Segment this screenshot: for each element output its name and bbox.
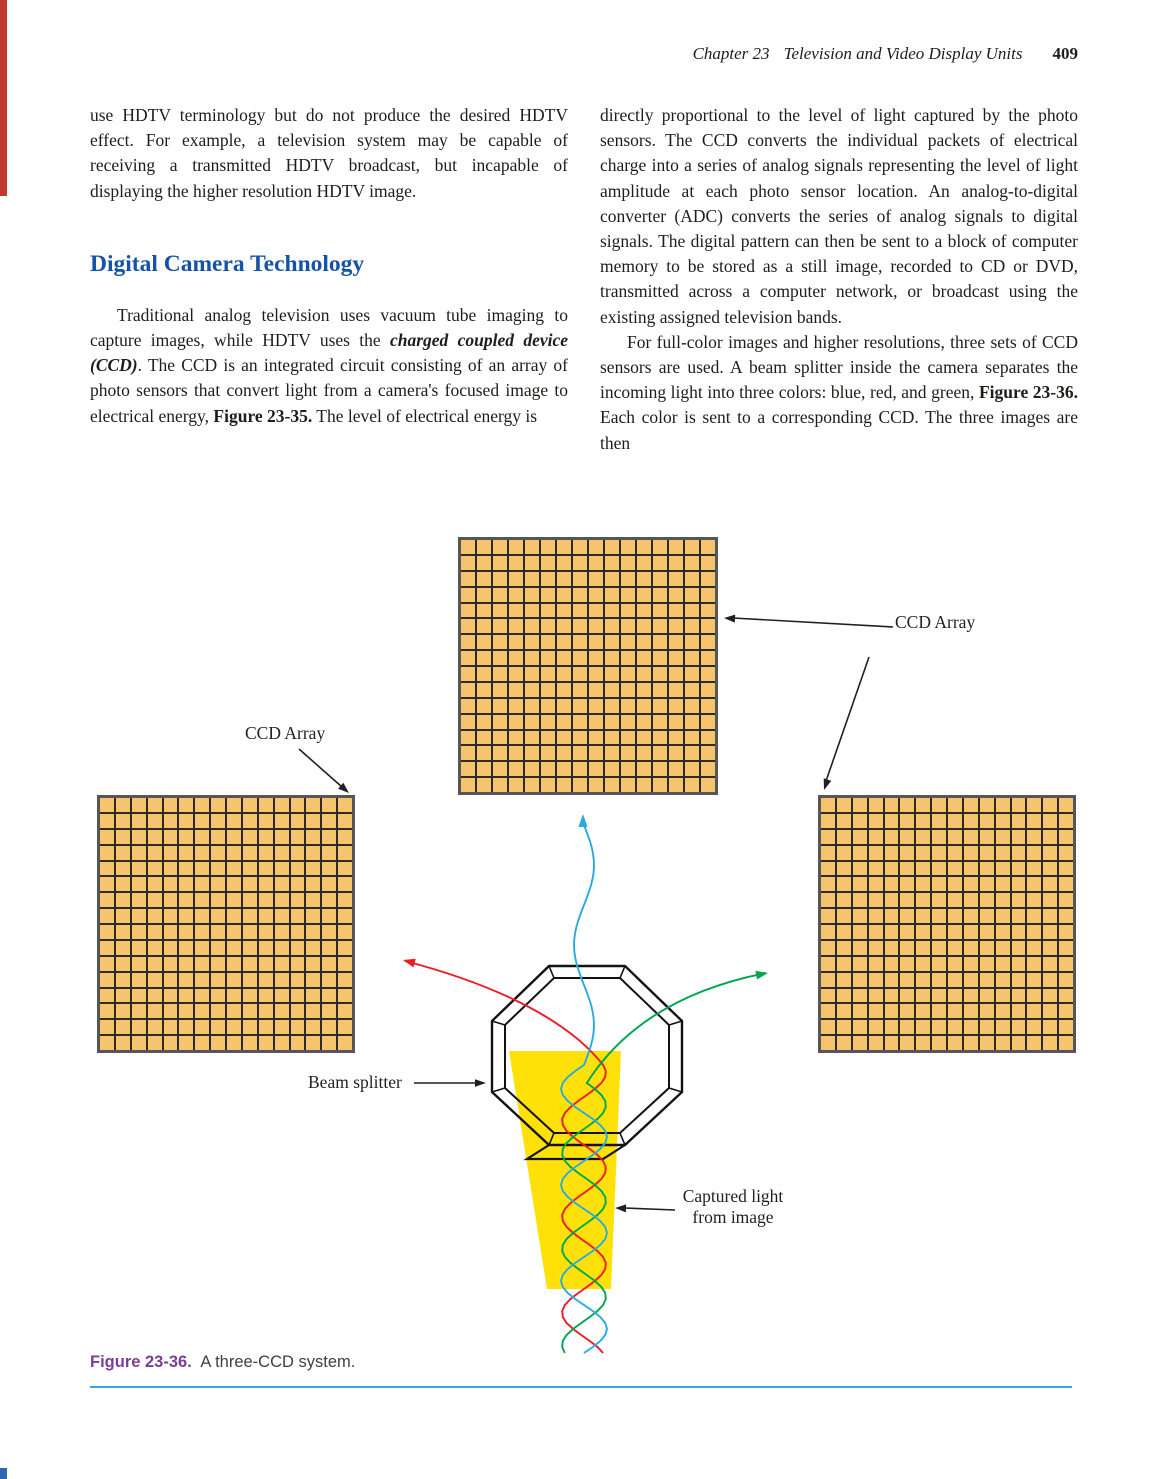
ray-green-arrowhead [755,971,768,980]
chapter-title: Television and Video Display Units [783,44,1023,63]
right-column [600,103,1078,456]
ccd-grid-right [818,795,1076,1053]
page-number: 409 [1052,44,1078,63]
label-captured-light [660,1186,806,1228]
left-column [90,103,568,429]
ray-blue-arrowhead [578,814,587,827]
paragraph: For full-color images and higher resolutions, three sets of CCD sensors are used. A beam splitter inside the camera separates the incoming light into three colors: blue, red, and green, Figure 23-36. Each color is sent to a corresponding CCD. The three images are then [600,331,1078,453]
beam-splitter-octagon [492,966,682,1159]
label-captured-light-line1: Captured light [682,1186,784,1206]
ray-red [405,961,606,1353]
paragraph: use HDTV terminology but do not produce the desired HDTV effect. For example, a television system may be capable of receiving a transmitted HDTV broadcast, but incapable of displaying the higher resolution HDTV image. [90,105,568,201]
caption-text: A three-CCD system. [200,1353,356,1371]
label-ccd-array-left: CCD Array [245,723,326,743]
label-ccd-array-right: CCD Array [895,612,976,632]
paragraph: Traditional analog television uses vacuum tube imaging to capture images, while HDTV uses the charged coupled device (CCD). The CCD is an integrated circuit consisting of an array of photo sensors that convert light from a camera's focused image to electrical energy, Figure 23-35. The level of electrical energy is [90,304,568,426]
chapter-label: Chapter 23 [692,44,770,63]
caption-figure-label: Figure 23-36. [90,1353,192,1371]
ray-green [562,973,766,1353]
label-captured-light-line2: from image [692,1207,774,1227]
ccd-grid-left [97,795,355,1053]
ccd-grid-top [458,537,718,795]
octagon-bottom-face [527,1145,625,1159]
arrow-ccd-array-to-left-grid [299,749,342,787]
arrow-ccd-array-to-top-grid [733,618,893,627]
edge-mark-top [0,0,7,196]
ray-red-arrowhead [403,959,416,968]
section-heading: Digital Camera Technology [90,250,365,277]
edge-mark-bottom [0,1468,7,1479]
ray-blue [561,825,607,1353]
paragraph: directly proportional to the level of light captured by the photo sensors. The CCD converts the individual packets of electrical charge into a series of analog signals representing the level of light amplitude at each photo sensor location. An analog-to-digital converter (ADC) converts the series of analog signals to digital signals. The digital pattern can then be sent to a block of computer memory to be stored as a still image, recorded to CD or DVD, transmitted across a computer network, or broadcast using the existing assigned television bands. [600,105,1078,327]
light-beam [509,1051,621,1289]
figure-caption [90,1353,355,1372]
arrow-ccd-array-to-right-grid [826,657,869,781]
page-header [90,44,1078,64]
label-beam-splitter: Beam splitter [308,1072,402,1092]
caption-rule [90,1386,1072,1388]
